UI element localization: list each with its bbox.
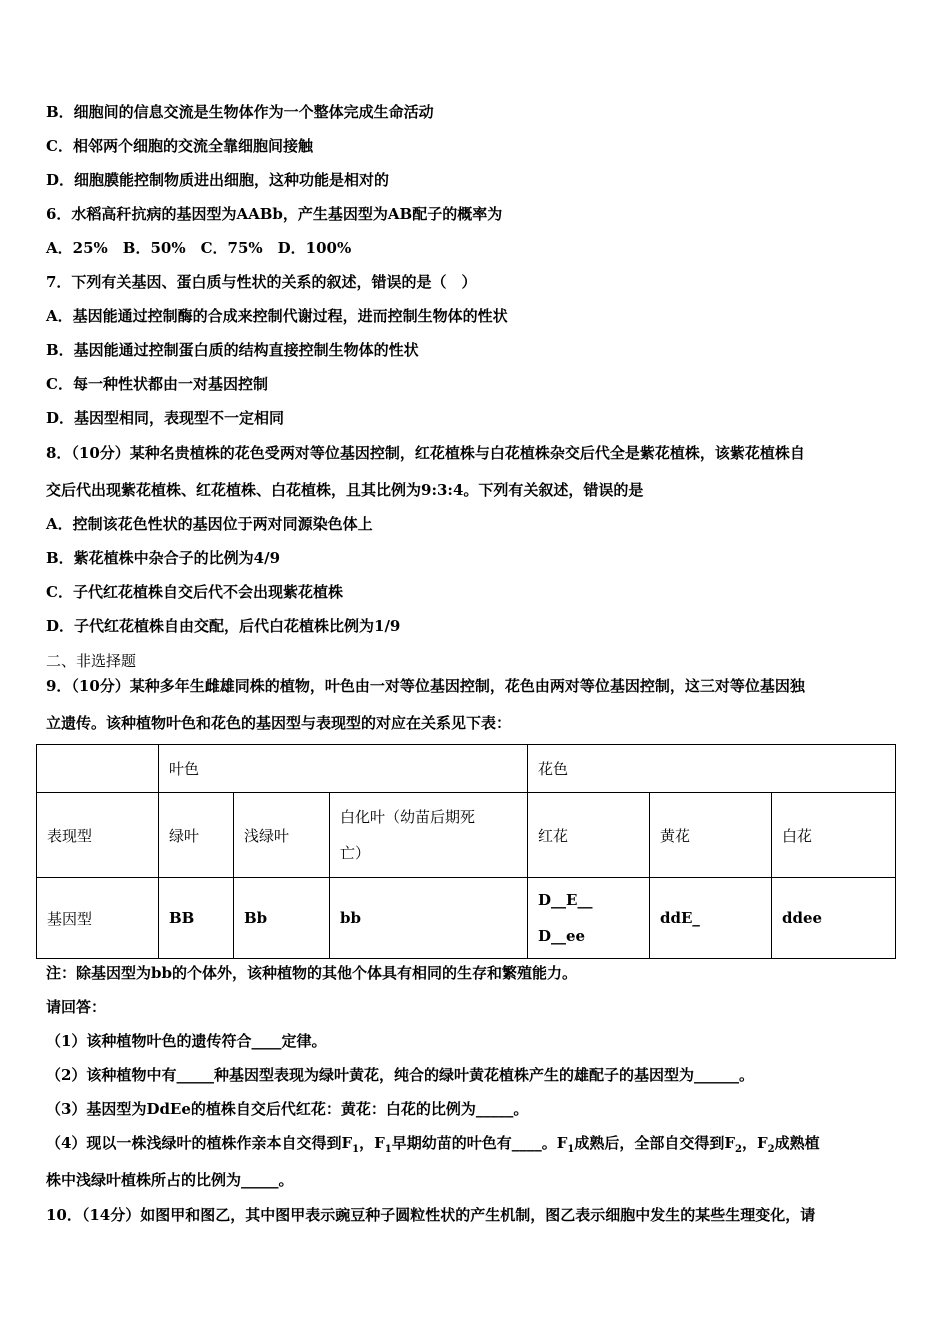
genotype-label: 基因型 <box>37 878 159 959</box>
q8-option-a: A．控制该花色性状的基因位于两对同源染色体上 <box>46 515 373 533</box>
phenotype-white-flower: 白花 <box>772 793 896 878</box>
genotype-phenotype-table <box>36 744 896 959</box>
genotype-white-flower: ddee <box>772 878 896 959</box>
q5-option-b: B．细胞间的信息交流是生物体作为一个整体完成生命活动 <box>46 103 434 121</box>
phenotype-albino-leaf: 白化叶（幼苗后期死 亡） <box>330 793 528 878</box>
genotype-yellow-flower: ddE_ <box>650 878 772 959</box>
q6-stem: 6．水稻高秆抗病的基因型为AABb，产生基因型为AB配子的概率为 <box>46 205 503 223</box>
q9-stem-line2: 立遗传。该种植物叶色和花色的基因型与表现型的对应在关系见下表： <box>46 714 512 732</box>
q5-option-d: D．细胞膜能控制物质进出细胞，这种功能是相对的 <box>46 171 390 189</box>
q7-option-d: D．基因型相同，表现型不一定相同 <box>46 409 285 427</box>
q7-option-c: C．每一种性状都由一对基因控制 <box>46 375 268 393</box>
phenotype-yellow-flower: 黄花 <box>650 793 772 878</box>
q9-sub3: （3）基因型为DdEe的植株自交后代红花：黄花：白花的比例为_____。 <box>46 1100 529 1118</box>
q10-stem: 10．（14分）如图甲和图乙，其中图甲表示豌豆种子圆粒性状的产生机制，图乙表示细胞中发生的某些生理变化，请 <box>46 1206 816 1224</box>
section-title: 二、非选择题 <box>46 652 137 670</box>
q9-sub1: （1）该种植物叶色的遗传符合____定律。 <box>46 1032 327 1050</box>
q9-note: 注：除基因型为bb的个体外，该种植物的其他个体具有相同的生存和繁殖能力。 <box>46 964 577 982</box>
phenotype-label: 表现型 <box>37 793 159 878</box>
q8-stem-line1: 8．（10分）某种名贵植株的花色受两对等位基因控制，红花植株与白花植株杂交后代全是紫花植株，该紫花植株自 <box>46 444 805 462</box>
leaf-color-header: 叶色 <box>159 745 528 793</box>
phenotype-red-flower: 红花 <box>528 793 650 878</box>
flower-color-header: 花色 <box>528 745 896 793</box>
q8-stem-line2: 交后代出现紫花植株、红花植株、白花植株，且其比例为9:3:4。下列有关叙述，错误的是 <box>46 481 644 499</box>
q7-option-a: A．基因能通过控制酶的合成来控制代谢过程，进而控制生物体的性状 <box>46 307 508 325</box>
phenotype-light-green-leaf: 浅绿叶 <box>234 793 330 878</box>
q8-option-b: B．紫花植株中杂合子的比例为4/9 <box>46 549 281 567</box>
q8-option-d: D．子代红花植株自由交配，后代白花植株比例为1/9 <box>46 617 401 635</box>
q8-option-c: C．子代红花植株自交后代不会出现紫花植株 <box>46 583 343 601</box>
phenotype-green-leaf: 绿叶 <box>159 793 234 878</box>
q5-option-c: C．相邻两个细胞的交流全靠细胞间接触 <box>46 137 313 155</box>
q9-sub4-line1: （4）现以一株浅绿叶的植株作亲本自交得到$F_1$，$F_1$早期幼苗的叶色有____。$F_1$成熟后，全部自交得到$F_2$，$F_2$成熟植 <box>46 1134 820 1155</box>
genotype-bb-lower: bb <box>330 878 528 959</box>
q9-stem-line1: 9．（10分）某种多年生雌雄同株的植物，叶色由一对等位基因控制，花色由两对等位基因控制，这三对等位基因独 <box>46 677 805 695</box>
table-corner-cell <box>37 745 159 793</box>
genotype-bb-upper: BB <box>159 878 234 959</box>
genotype-red-flower: D__E__ D__ee <box>528 878 650 959</box>
genotype-bb-mixed: Bb <box>234 878 330 959</box>
q7-option-b: B．基因能通过控制蛋白质的结构直接控制生物体的性状 <box>46 341 419 359</box>
q9-sub4-line2: 株中浅绿叶植株所占的比例为_____。 <box>46 1171 294 1189</box>
q9-sub2: （2）该种植物中有_____种基因型表现为绿叶黄花，纯合的绿叶黄花植株产生的雄配子的基因型为______。 <box>46 1066 754 1084</box>
q9-prompt: 请回答： <box>46 998 107 1016</box>
q7-stem: 7．下列有关基因、蛋白质与性状的关系的叙述，错误的是（ ） <box>46 273 477 291</box>
q6-options: A．25% B．50% C．75% D．100% <box>46 239 352 257</box>
